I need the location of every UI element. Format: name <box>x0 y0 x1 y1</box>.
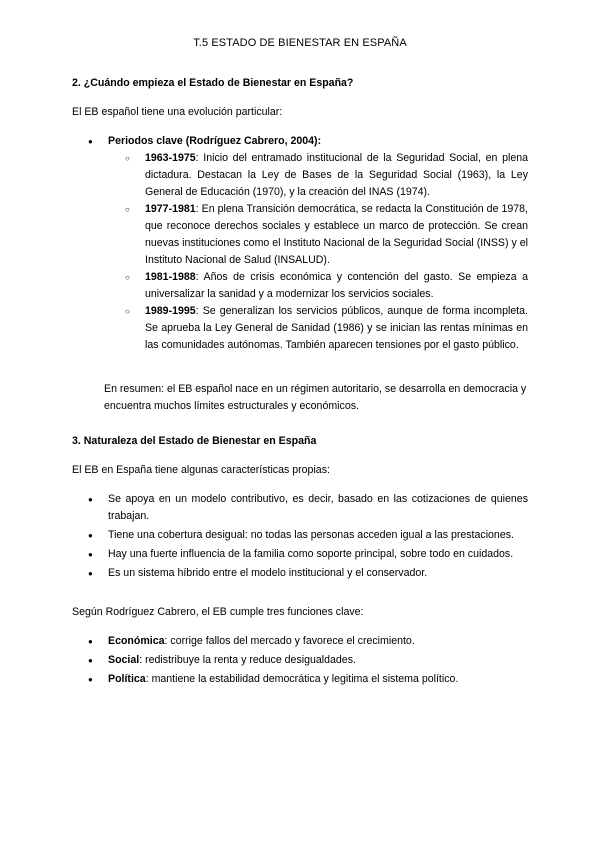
functions-list <box>88 633 528 690</box>
key-periods-label: Periodos clave (Rodríguez Cabrero, 2004): <box>108 135 322 147</box>
function-item <box>88 671 528 688</box>
functions-intro: Según Rodríguez Cabrero, el EB cumple tres funciones clave: <box>72 606 364 618</box>
period-item <box>108 303 528 354</box>
function-text: : mantiene la estabilidad democrática y legitima el sistema político. <box>145 673 459 685</box>
function-item <box>88 633 528 650</box>
section-2-heading: 2. ¿Cuándo empieza el Estado de Bienestar en España? <box>72 77 354 89</box>
period-years: 1981-1988 <box>145 271 196 283</box>
period-item <box>108 269 528 303</box>
section-2-summary: En resumen: el EB español nace en un régimen autoritario, se desarrolla en democracia y encuentra muchos límites estructurales y económicos. <box>104 383 527 412</box>
section-3-heading: 3. Naturaleza del Estado de Bienestar en España <box>72 435 317 447</box>
period-text: : Se generalizan los servicios públicos, aunque de forma incompleta. Se aprueba la Ley General de Sanidad (1986) y se inician las rentas mínimas en las comunidades autónomas. También aparecen tensiones por el gasto público. <box>145 305 528 351</box>
key-periods-item <box>88 133 528 354</box>
function-label: Social <box>108 654 140 666</box>
function-label: Política <box>108 673 146 685</box>
function-item <box>88 652 528 669</box>
function-text: : redistribuye la renta y reduce desigualdades. <box>139 654 356 666</box>
characteristic-item: ● Se apoya en un modelo contributivo, es decir, basado en las cotizaciones de quienes trabajan. <box>88 491 528 525</box>
characteristics-list <box>88 491 528 584</box>
section-2-intro: El EB español tiene una evolución particular: <box>72 106 283 118</box>
period-item <box>108 201 528 269</box>
characteristic-item: ● Tiene una cobertura desigual: no todas las personas acceden igual a las prestaciones. <box>88 527 528 544</box>
period-years: 1963-1975 <box>145 152 196 164</box>
characteristic-item: ● Hay una fuerte influencia de la familia como soporte principal, sobre todo en cuidados. <box>88 546 528 563</box>
period-text: : Inicio del entramado institucional de la Seguridad Social, en plena dictadura. Destacan la Ley de Bases de la Seguridad Social (1963), la Ley General de Educación (1970), y la creación del INAS (1974). <box>145 152 528 198</box>
characteristic-item: ● Es un sistema híbrido entre el modelo institucional y el conservador. <box>88 565 528 582</box>
section-3-intro: El EB en España tiene algunas características propias: <box>72 464 330 476</box>
period-item <box>108 150 528 201</box>
period-years: 1977-1981 <box>145 203 196 215</box>
function-label: Económica <box>108 635 165 647</box>
periods-sublist <box>108 150 528 354</box>
period-text: : Años de crisis económica y contención del gasto. Se empieza a universalizar la sanidad y a modernizar los servicios sociales. <box>145 271 528 300</box>
document-title: T.5 ESTADO DE BIENESTAR EN ESPAÑA <box>193 37 407 49</box>
period-years: 1989-1995 <box>145 305 196 317</box>
period-text: : En plena Transición democrática, se redacta la Constitución de 1978, que reconoce derechos sociales y establece un marco de protección. Se crean nuevas instituciones como el Instituto Nacional de la Seguridad Social (INSS) y el Instituto Nacional de Salud (INSALUD). <box>145 203 528 266</box>
function-text: : corrige fallos del mercado y favorece el crecimiento. <box>164 635 415 647</box>
key-periods-list <box>88 133 528 356</box>
